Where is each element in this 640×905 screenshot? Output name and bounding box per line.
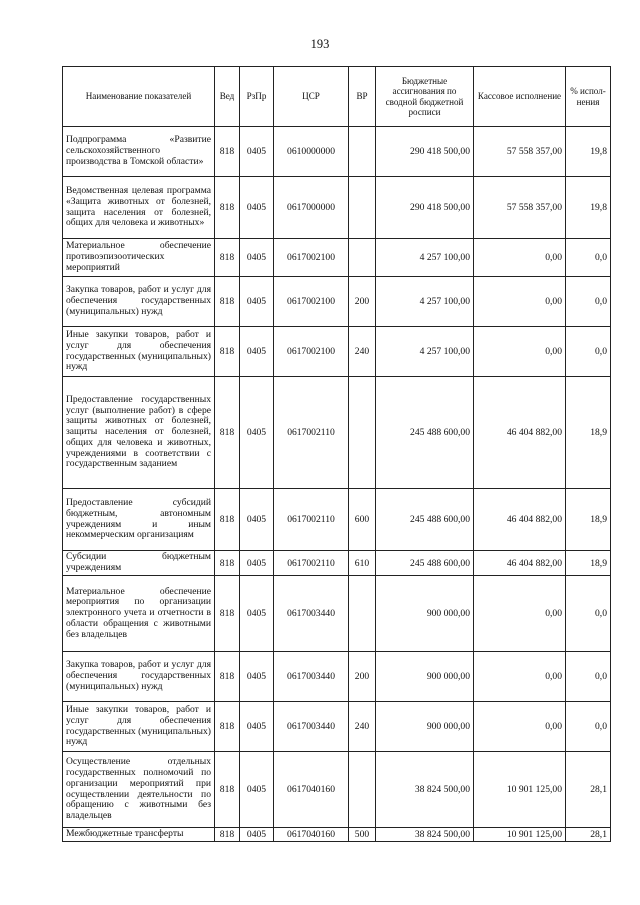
cell-csr: 0617002110 — [274, 551, 349, 576]
cell-vr — [349, 127, 376, 177]
table-row — [63, 702, 611, 752]
cell-name: Предоставление субсидий бюджетным, автономным учреждениям и иным некоммерческим организациям — [63, 489, 215, 551]
table-row — [63, 489, 611, 551]
cell-rzpr: 0405 — [240, 652, 274, 702]
cell-rzpr: 0405 — [240, 239, 274, 277]
cell-name: Субсидии бюджетным учреждениям — [63, 551, 215, 576]
cell-vr: 500 — [349, 828, 376, 842]
cell-cash: 0,00 — [474, 652, 566, 702]
cell-ved: 818 — [215, 652, 240, 702]
cell-ved: 818 — [215, 752, 240, 828]
cell-percent: 28,1 — [566, 752, 611, 828]
cell-name: Материальное обеспечение противоэпизоотических мероприятий — [63, 239, 215, 277]
cell-name: Ведомственная целевая программа «Защита животных от болезней, защита населения от болезней, общих для человека и животных» — [63, 177, 215, 239]
cell-ved: 818 — [215, 377, 240, 489]
cell-budget: 4 257 100,00 — [376, 277, 474, 327]
cell-ved: 818 — [215, 127, 240, 177]
cell-budget: 4 257 100,00 — [376, 327, 474, 377]
table-row — [63, 828, 611, 842]
cell-percent: 19,8 — [566, 127, 611, 177]
cell-ved: 818 — [215, 551, 240, 576]
cell-name: Закупка товаров, работ и услуг для обеспечения государственных (муниципальных) нужд — [63, 277, 215, 327]
cell-csr: 0617040160 — [274, 752, 349, 828]
table-row — [63, 551, 611, 576]
cell-budget: 290 418 500,00 — [376, 127, 474, 177]
cell-cash: 46 404 882,00 — [474, 551, 566, 576]
cell-vr: 600 — [349, 489, 376, 551]
page-number: 193 — [310, 37, 330, 51]
cell-name: Подпрограмма «Развитие сельскохозяйственного производства в Томской области» — [63, 127, 215, 177]
cell-ved: 818 — [215, 702, 240, 752]
cell-csr: 0617003440 — [274, 702, 349, 752]
cell-budget: 4 257 100,00 — [376, 239, 474, 277]
cell-ved: 818 — [215, 489, 240, 551]
cell-budget: 38 824 500,00 — [376, 752, 474, 828]
cell-rzpr: 0405 — [240, 327, 274, 377]
cell-name: Межбюджетные трансферты — [63, 828, 215, 842]
cell-cash: 10 901 125,00 — [474, 752, 566, 828]
cell-vr — [349, 752, 376, 828]
cell-vr: 610 — [349, 551, 376, 576]
cell-ved: 818 — [215, 239, 240, 277]
cell-percent: 28,1 — [566, 828, 611, 842]
cell-percent: 0,0 — [566, 652, 611, 702]
header-rzpr: РзПр — [240, 67, 274, 127]
cell-cash: 0,00 — [474, 239, 566, 277]
table-row — [63, 652, 611, 702]
cell-vr — [349, 377, 376, 489]
cell-cash: 46 404 882,00 — [474, 489, 566, 551]
cell-cash: 0,00 — [474, 327, 566, 377]
cell-cash: 10 901 125,00 — [474, 828, 566, 842]
cell-cash: 57 558 357,00 — [474, 177, 566, 239]
cell-vr — [349, 576, 376, 652]
table-row — [63, 127, 611, 177]
cell-rzpr: 0405 — [240, 828, 274, 842]
cell-rzpr: 0405 — [240, 576, 274, 652]
cell-budget: 900 000,00 — [376, 576, 474, 652]
cell-cash: 0,00 — [474, 277, 566, 327]
cell-rzpr: 0405 — [240, 377, 274, 489]
cell-rzpr: 0405 — [240, 177, 274, 239]
table-row — [63, 239, 611, 277]
cell-cash: 0,00 — [474, 576, 566, 652]
cell-budget: 900 000,00 — [376, 652, 474, 702]
cell-budget: 245 488 600,00 — [376, 551, 474, 576]
cell-csr: 0617002100 — [274, 327, 349, 377]
cell-csr: 0617003440 — [274, 652, 349, 702]
header-budget: Бюджетные ассигнования по сводной бюджетной росписи — [376, 67, 474, 127]
cell-csr: 0617003440 — [274, 576, 349, 652]
cell-vr — [349, 239, 376, 277]
cell-vr: 240 — [349, 702, 376, 752]
header-vr: ВР — [349, 67, 376, 127]
cell-ved: 818 — [215, 327, 240, 377]
cell-percent: 0,0 — [566, 702, 611, 752]
table-row — [63, 576, 611, 652]
cell-percent: 0,0 — [566, 277, 611, 327]
budget-execution-table — [62, 66, 611, 842]
header-name: Наименование показателей — [63, 67, 215, 127]
cell-rzpr: 0405 — [240, 489, 274, 551]
table-row — [63, 752, 611, 828]
header-cash: Кассовое исполнение — [474, 67, 566, 127]
cell-rzpr: 0405 — [240, 551, 274, 576]
cell-ved: 818 — [215, 277, 240, 327]
cell-ved: 818 — [215, 576, 240, 652]
cell-percent: 0,0 — [566, 327, 611, 377]
cell-csr: 0617002110 — [274, 377, 349, 489]
cell-csr: 0617002100 — [274, 277, 349, 327]
cell-csr: 0617002110 — [274, 489, 349, 551]
cell-vr: 200 — [349, 277, 376, 327]
cell-budget: 245 488 600,00 — [376, 377, 474, 489]
cell-vr — [349, 177, 376, 239]
cell-name: Материальное обеспечение мероприятия по организации электронного учета и отчетности в области обращения с животными без владельцев — [63, 576, 215, 652]
cell-budget: 38 824 500,00 — [376, 828, 474, 842]
cell-percent: 18,9 — [566, 489, 611, 551]
cell-vr: 200 — [349, 652, 376, 702]
cell-name: Предоставление государственных услуг (выполнение работ) в сфере защиты животных от болезней, защиты населения от болезней, общих для человека и животных, учреждениями в соответствии с государственным заданием — [63, 377, 215, 489]
cell-csr: 0617002100 — [274, 239, 349, 277]
cell-budget: 245 488 600,00 — [376, 489, 474, 551]
table-row — [63, 177, 611, 239]
cell-vr: 240 — [349, 327, 376, 377]
cell-percent: 0,0 — [566, 576, 611, 652]
cell-csr: 0610000000 — [274, 127, 349, 177]
header-row — [63, 67, 611, 127]
cell-name: Закупка товаров, работ и услуг для обеспечения государственных (муниципальных) нужд — [63, 652, 215, 702]
cell-rzpr: 0405 — [240, 277, 274, 327]
cell-cash: 46 404 882,00 — [474, 377, 566, 489]
cell-rzpr: 0405 — [240, 752, 274, 828]
cell-rzpr: 0405 — [240, 127, 274, 177]
cell-name: Иные закупки товаров, работ и услуг для обеспечения государственных (муниципальных) нужд — [63, 702, 215, 752]
cell-percent: 0,0 — [566, 239, 611, 277]
cell-ved: 818 — [215, 828, 240, 842]
cell-name: Иные закупки товаров, работ и услуг для обеспечения государственных (муниципальных) нужд — [63, 327, 215, 377]
header-ved: Вед — [215, 67, 240, 127]
cell-name: Осуществление отдельных государственных полномочий по организации мероприятий при осуществлении деятельности по обращению с животными без владельцев — [63, 752, 215, 828]
header-csr: ЦСР — [274, 67, 349, 127]
header-percent: % испол-нения — [566, 67, 611, 127]
cell-csr: 0617040160 — [274, 828, 349, 842]
table-row — [63, 327, 611, 377]
cell-ved: 818 — [215, 177, 240, 239]
cell-cash: 57 558 357,00 — [474, 127, 566, 177]
cell-rzpr: 0405 — [240, 702, 274, 752]
cell-csr: 0617000000 — [274, 177, 349, 239]
cell-percent: 18,9 — [566, 551, 611, 576]
cell-budget: 290 418 500,00 — [376, 177, 474, 239]
cell-percent: 19,8 — [566, 177, 611, 239]
table-row — [63, 277, 611, 327]
cell-percent: 18,9 — [566, 377, 611, 489]
cell-cash: 0,00 — [474, 702, 566, 752]
table-row — [63, 377, 611, 489]
cell-budget: 900 000,00 — [376, 702, 474, 752]
